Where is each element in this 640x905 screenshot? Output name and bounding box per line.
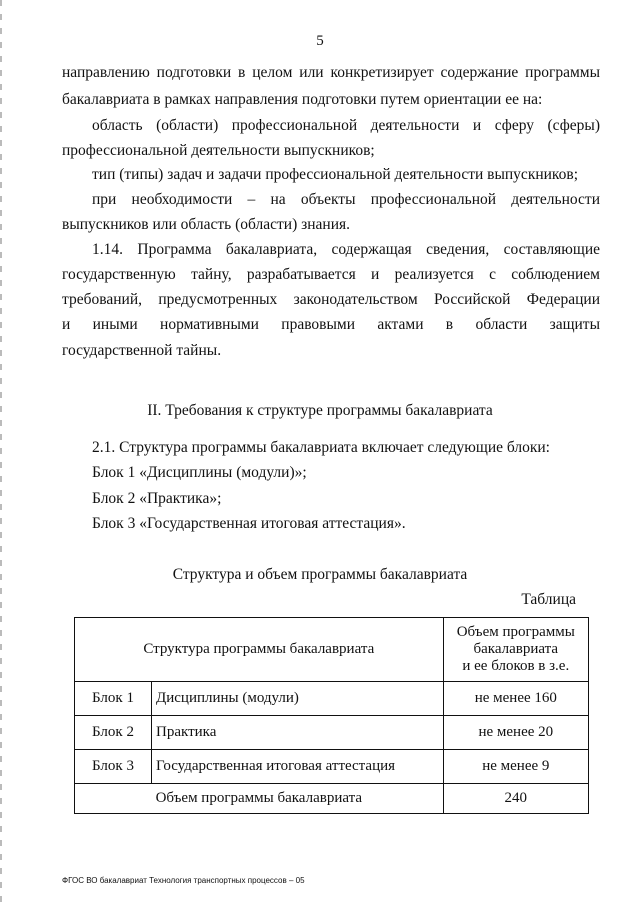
text-line: и иными нормативными правовыми актами в области защиты <box>62 316 600 333</box>
text-line: при необходимости – на объекты профессиональной деятельности <box>92 191 600 208</box>
page-number: 5 <box>316 33 324 49</box>
total-label-cell: Объем программы бакалавриата <box>75 784 444 814</box>
footer-text: ФГОС ВО бакалавриат Технология транспортных процессов – 05 <box>62 876 305 885</box>
table-row <box>75 716 589 750</box>
volume-cell: не менее 20 <box>443 716 588 750</box>
text-line: бакалавриата в рамках направления подготовки путем ориентации ее на: <box>62 91 543 108</box>
text-line: область (области) профессиональной деятельности и сферу (сферы) <box>92 117 600 134</box>
text-line: профессиональной деятельности выпускников; <box>62 142 375 159</box>
text-line: выпускников или область (области) знания. <box>62 216 351 233</box>
table-title: Структура и объем программы бакалавриата <box>172 566 468 583</box>
volume-cell: не менее 9 <box>443 750 588 784</box>
header-volume-cell <box>443 618 588 682</box>
block-cell: Блок 2 <box>75 716 152 750</box>
table-row <box>75 750 589 784</box>
text-line: 1.14. Программа бакалавриата, содержащая сведения, составляющие <box>92 241 600 258</box>
total-value-cell: 240 <box>443 784 588 814</box>
text-line: государственную тайну, разрабатывается и реализуется с соблюдением <box>62 266 600 283</box>
table-row <box>75 682 589 716</box>
table-label: Таблица <box>521 591 576 608</box>
header-volume-line: бакалавриата <box>473 641 559 657</box>
text-line: государственной тайны. <box>62 342 222 359</box>
block-name-cell: Дисциплины (модули) <box>152 682 444 716</box>
text-line: тип (типы) задач и задачи профессиональной деятельности выпускников; <box>92 166 579 183</box>
section-text-line: Блок 3 «Государственная итоговая аттестация». <box>92 515 406 532</box>
text-line: требований, предусмотренных законодательством Российской Федерации <box>62 291 600 308</box>
block-name-cell: Государственная итоговая аттестация <box>152 750 444 784</box>
section-text-line: Блок 2 «Практика»; <box>92 490 222 507</box>
program-structure-table <box>74 617 589 814</box>
header-volume-line: и ее блоков в з.е. <box>462 658 570 674</box>
section-text-line: 2.1. Структура программы бакалавриата включает следующие блоки: <box>92 439 550 456</box>
block-name-cell: Практика <box>152 716 444 750</box>
header-volume-line: Объем программы <box>456 624 575 640</box>
table-total-row <box>75 784 589 814</box>
header-structure-cell: Структура программы бакалавриата <box>75 618 444 682</box>
block-cell: Блок 3 <box>75 750 152 784</box>
block-cell: Блок 1 <box>75 682 152 716</box>
section-text-line: Блок 1 «Дисциплины (модули)»; <box>92 464 307 481</box>
section-heading: II. Требования к структуре программы бакалавриата <box>147 402 493 419</box>
volume-cell: не менее 160 <box>443 682 588 716</box>
text-line: направлению подготовки в целом или конкретизирует содержание программы <box>62 64 600 81</box>
scan-edge-mark <box>0 0 2 905</box>
table-header-row <box>75 618 589 682</box>
